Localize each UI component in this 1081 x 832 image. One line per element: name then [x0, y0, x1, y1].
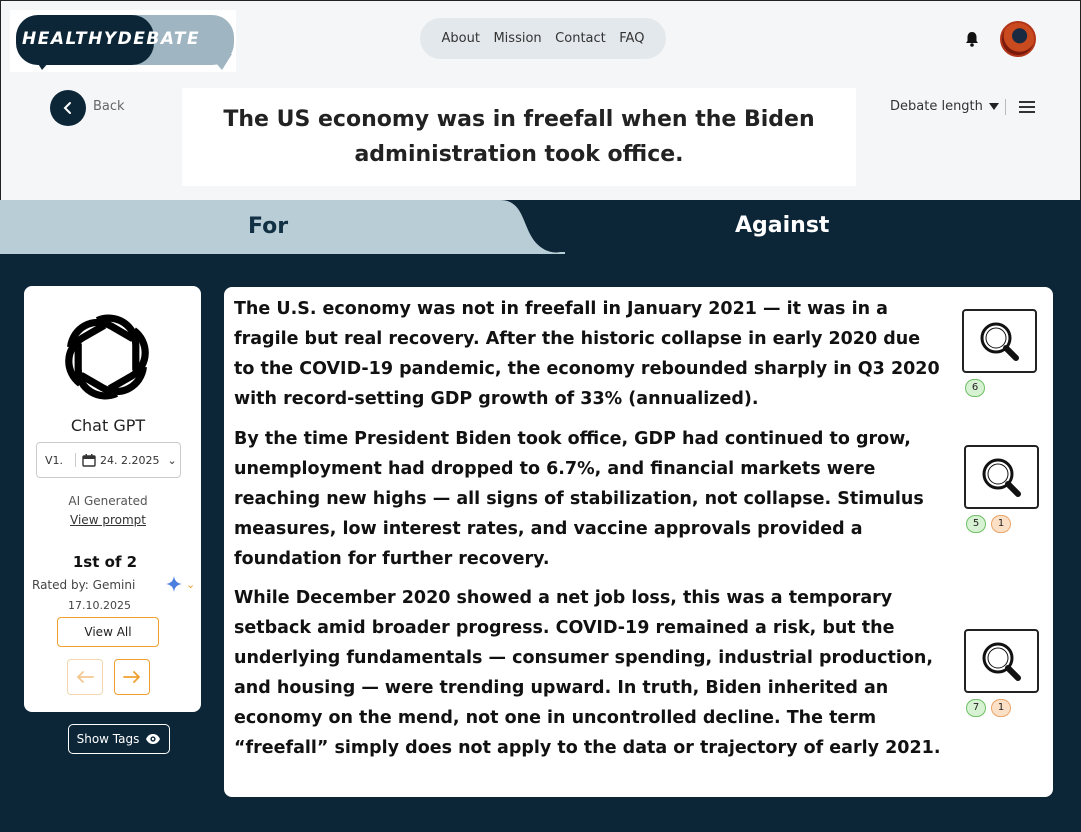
- arrow-left-icon: [75, 670, 95, 684]
- view-all-button[interactable]: View All: [57, 617, 159, 647]
- view-prompt-link[interactable]: View prompt: [70, 513, 146, 527]
- argument-card: [224, 287, 1053, 797]
- chevron-down-icon[interactable]: ⌄: [186, 578, 196, 591]
- argument-paragraph: The U.S. economy was not in freefall in January 2021 — it was in a fragile but real recovery. After the historic collapse in early 2020 due to the COVID-19 pandemic, the economy rebounded sharply in Q3 2020 with record-setting GDP growth of 33% (annualized).: [234, 299, 940, 409]
- model-name: Chat GPT: [70, 416, 146, 435]
- back-label[interactable]: Back: [93, 99, 125, 114]
- back-button[interactable]: [50, 90, 86, 126]
- nav-item-faq[interactable]: FAQ: [619, 31, 645, 46]
- source-check-button[interactable]: [964, 445, 1039, 509]
- divider: [75, 453, 76, 467]
- chatgpt-logo-icon: [52, 308, 162, 406]
- gemini-sparkle-icon: [166, 576, 182, 592]
- chevron-down-icon: ⌄: [167, 453, 177, 467]
- source-flag-badge: 1: [991, 515, 1011, 533]
- calendar-icon: [82, 454, 96, 467]
- nav-item-about[interactable]: About: [441, 31, 480, 46]
- model-card: [24, 286, 201, 712]
- version-label: V1.: [45, 453, 64, 467]
- ai-generated-label: AI Generated: [68, 494, 148, 508]
- source-check-button[interactable]: [964, 629, 1039, 693]
- debate-title-box: [182, 88, 856, 186]
- debate-title: The US economy was in freefall when the Biden administration took office.: [223, 107, 815, 167]
- next-button[interactable]: [114, 659, 150, 695]
- magnifier-icon: [974, 638, 1030, 684]
- show-tags-button[interactable]: [68, 724, 170, 754]
- debate-length-label: Debate length: [890, 99, 983, 114]
- bell-icon[interactable]: [963, 30, 981, 48]
- version-date: 24. 2.2025: [100, 453, 160, 467]
- tab-for-label[interactable]: For: [248, 214, 289, 239]
- logo-tail-light: [208, 54, 232, 70]
- nav-item-contact[interactable]: Contact: [555, 31, 606, 46]
- avatar[interactable]: [1000, 21, 1036, 57]
- eye-icon: [145, 733, 161, 745]
- magnifier-icon: [972, 318, 1028, 364]
- caret-down-icon: [989, 103, 999, 110]
- rank-label: 1st of 2: [62, 548, 148, 576]
- rated-by-label: Rated by: Gemini: [32, 578, 136, 592]
- logo[interactable]: [10, 10, 236, 72]
- rated-date: 17.10.2025: [68, 599, 131, 612]
- magnifier-icon: [974, 454, 1030, 500]
- tab-against-label[interactable]: Against: [735, 213, 830, 238]
- show-tags-label: Show Tags: [76, 732, 140, 746]
- nav-item-mission[interactable]: Mission: [493, 31, 542, 46]
- source-check-button[interactable]: [962, 309, 1037, 373]
- debate-length-dropdown[interactable]: [890, 99, 999, 114]
- logo-tail-dark: [32, 54, 56, 70]
- argument-paragraph: While December 2020 showed a net job loss, this was a temporary setback amid broader progress. COVID-19 remained a risk, but the underlying fundamentals — consumer spending, industrial production, and housing — were trending upward. In truth, Biden inherited an economy on the mend, not one in uncontrolled decline. The term “freefall” simply does not apply to the data or trajectory of early 2021.: [234, 588, 941, 758]
- top-nav: [420, 18, 666, 59]
- version-date-select[interactable]: [36, 442, 181, 478]
- source-count-badge: 6: [965, 379, 985, 397]
- divider: [1005, 99, 1006, 115]
- logo-text: HEALTHYDEBATE: [22, 29, 201, 49]
- previous-button[interactable]: [67, 659, 103, 695]
- argument-paragraph: By the time President Biden took office, GDP had continued to grow, unemployment had dropped to 6.7%, and financial markets were reaching new highs — all signs of stabilization, not collapse. Stimulus measures, low interest rates, and vaccine approvals provided a foundation for further recovery.: [234, 429, 924, 569]
- source-flag-badge: 1: [991, 699, 1011, 717]
- source-count-badge: 5: [966, 515, 986, 533]
- source-count-badge: 7: [966, 699, 986, 717]
- chevron-left-icon: [61, 101, 75, 115]
- arrow-right-icon: [122, 670, 142, 684]
- hamburger-menu-icon[interactable]: [1019, 101, 1035, 113]
